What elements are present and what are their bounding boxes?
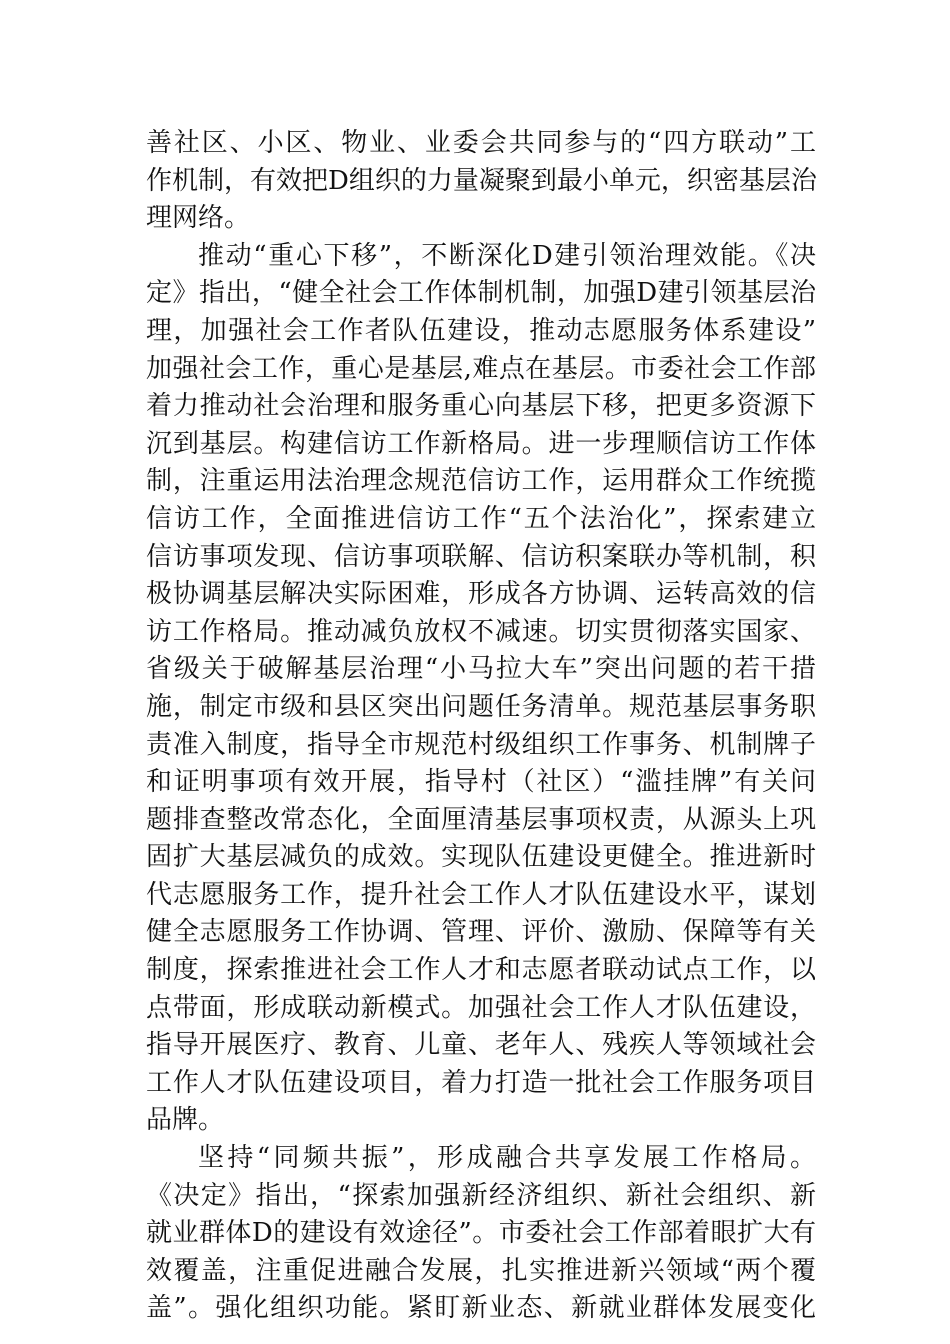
text-line: 推动“重心下移”，不断深化D建引领治理效能。《决 xyxy=(198,240,816,271)
text-line: 着力推动社会治理和服务重心向基层下移，把更多资源下 xyxy=(146,391,816,422)
text-line: 盖”。强化组织功能。紧盯新业态、新就业群体发展变化 xyxy=(146,1293,816,1324)
text-line: 效覆盖，注重促进融合发展，扎实推进新兴领域“两个覆 xyxy=(146,1255,816,1286)
text-line: 作机制，有效把D组织的力量凝聚到最小单元，织密基层治 xyxy=(146,165,817,196)
document-body xyxy=(146,125,816,1328)
text-line: 访工作格局。推动减负放权不减速。切实贯彻落实国家、 xyxy=(146,616,816,647)
text-line: 极协调基层解决实际困难，形成各方协调、运转高效的信 xyxy=(146,579,816,610)
text-line: 信访工作，全面推进信访工作“五个法治化”，探索建立 xyxy=(146,503,816,534)
text-line: 善社区、小区、物业、业委会共同参与的“四方联动”工 xyxy=(146,128,816,158)
text-line: 和证明事项有效开展，指导村（社区）“滥挂牌”有关问 xyxy=(146,767,816,798)
text-line: 就业群体D的建设有效途径”。市委社会工作部着眼扩大有 xyxy=(146,1218,816,1249)
text-line: 《决定》指出，“探索加强新经济组织、新社会组织、新 xyxy=(146,1180,816,1211)
text-line: 指导开展医疗、教育、儿童、老年人、残疾人等领域社会 xyxy=(146,1030,816,1061)
text-line: 理，加强社会工作者队伍建设，推动志愿服务体系建设” xyxy=(146,315,816,346)
text-line: 制，注重运用法治理念规范信访工作，运用群众工作统揽 xyxy=(146,466,816,497)
text-line: 工作人才队伍建设项目，着力打造一批社会工作服务项目 xyxy=(146,1067,816,1098)
text-line: 制度，探索推进社会工作人才和志愿者联动试点工作，以 xyxy=(146,955,816,986)
text-line: 坚持“同频共振”，形成融合共享发展工作格局。 xyxy=(198,1143,816,1174)
text-line: 固扩大基层减负的成效。实现队伍建设更健全。推进新时 xyxy=(146,842,816,873)
text-line: 理网络。 xyxy=(146,203,251,234)
text-line: 定》指出，“健全社会工作体制机制，加强D建引领基层治 xyxy=(146,278,816,309)
text-line: 加强社会工作，重心是基层,难点在基层。市委社会工作部 xyxy=(146,353,816,384)
text-line: 沉到基层。构建信访工作新格局。进一步理顺信访工作体 xyxy=(146,428,816,459)
text-line: 代志愿服务工作，提升社会工作人才队伍建设水平，谋划 xyxy=(146,879,816,910)
text-line: 品牌。 xyxy=(146,1105,225,1136)
text-line: 题排查整改常态化，全面厘清基层事项权责，从源头上巩 xyxy=(146,804,816,835)
text-line: 责准入制度，指导全市规范村级组织工作事务、机制牌子 xyxy=(146,729,816,760)
text-line: 点带面，形成联动新模式。加强社会工作人才队伍建设， xyxy=(146,992,816,1023)
text-line: 健全志愿服务工作协调、管理、评价、激励、保障等有关 xyxy=(146,917,816,948)
text-line: 施，制定市级和县区突出问题任务清单。规范基层事务职 xyxy=(146,691,816,722)
text-line: 省级关于破解基层治理“小马拉大车”突出问题的若干措 xyxy=(146,654,816,685)
text-line: 信访事项发现、信访事项联解、信访积案联办等机制，积 xyxy=(146,541,816,572)
